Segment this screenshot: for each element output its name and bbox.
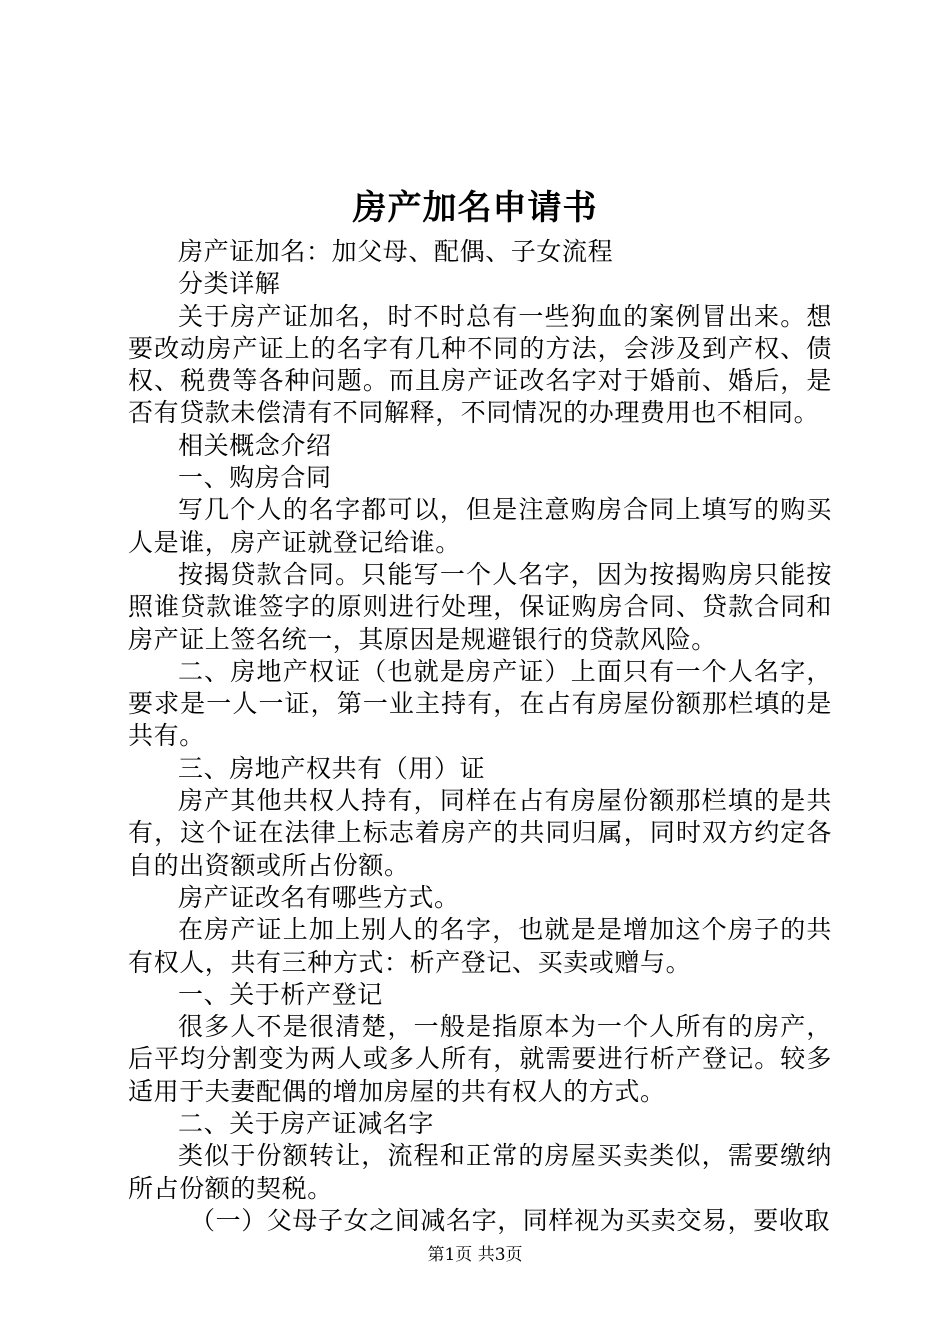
page-indicator: 第1页 共3页 [427, 1245, 523, 1265]
paragraph-remove-name: 类似于份额转让，流程和正常的房屋买卖类似，需要缴纳所占份额的契税。 [128, 1141, 832, 1203]
paragraph-partition: 很多人不是很清楚，一般是指原本为一个人所有的房产，后平均分割变为两人或多人所有，就需要进行析产登记。较多适用于夫妻配偶的增加房屋的共有权人的方式。 [128, 1012, 832, 1106]
section-heading-partition: 一、关于析产登记 [178, 979, 383, 1009]
document-title: 房产加名申请书 [352, 188, 598, 228]
section-heading-concepts: 相关概念介绍 [178, 430, 332, 460]
paragraph-category: 分类详解 [178, 269, 281, 299]
paragraph-coownership: 房产其他共权人持有，同样在占有房屋份额那栏填的是共有，这个证在法律上标志着房产的共同归属，同时双方约定各自的出资额或所占份额。 [128, 786, 832, 880]
section-heading-contract: 一、购房合同 [178, 463, 332, 493]
paragraph-mortgage: 按揭贷款合同。只能写一个人名字，因为按揭购房只能按照谁贷款谁签字的原则进行处理，保证购房合同、贷款合同和房产证上签名统一，其原因是规避银行的贷款风险。 [128, 559, 832, 654]
section-heading-remove-name: 二、关于房产证减名字 [178, 1109, 435, 1139]
paragraph-contract-names: 写几个人的名字都可以，但是注意购房合同上填写的购买人是谁，房产证就登记给谁。 [128, 495, 832, 557]
document-body [128, 236, 832, 1237]
section-heading-coownership: 三、房地产权共有（用）证 [178, 753, 486, 783]
section-heading-rename-methods: 房产证改名有哪些方式。 [178, 882, 460, 912]
paragraph-intro: 关于房产证加名，时不时总有一些狗血的案例冒出来。想要改动房产证上的名字有几种不同的方法，会涉及到产权、债权、税费等各种问题。而且房产证改名字对于婚前、婚后，是否有贷款未偿清有不同解释，不同情况的办理费用也不相同。 [128, 301, 832, 428]
paragraph-parents-children: （一）父母子女之间减名字，同样视为买卖交易，要收取 [190, 1205, 831, 1235]
paragraph-subtitle: 房产证加名：加父母、配偶、子女流程 [178, 237, 614, 266]
paragraph-certificate: 二、房地产权证（也就是房产证）上面只有一个人名字，要求是一人一证，第一业主持有，在占有房屋份额那栏填的是共有。 [128, 656, 832, 751]
paragraph-rename-methods: 在房产证上加上别人的名字，也就是是增加这个房子的共有权人，共有三种方式：析产登记、买卖或赠与。 [128, 915, 832, 977]
